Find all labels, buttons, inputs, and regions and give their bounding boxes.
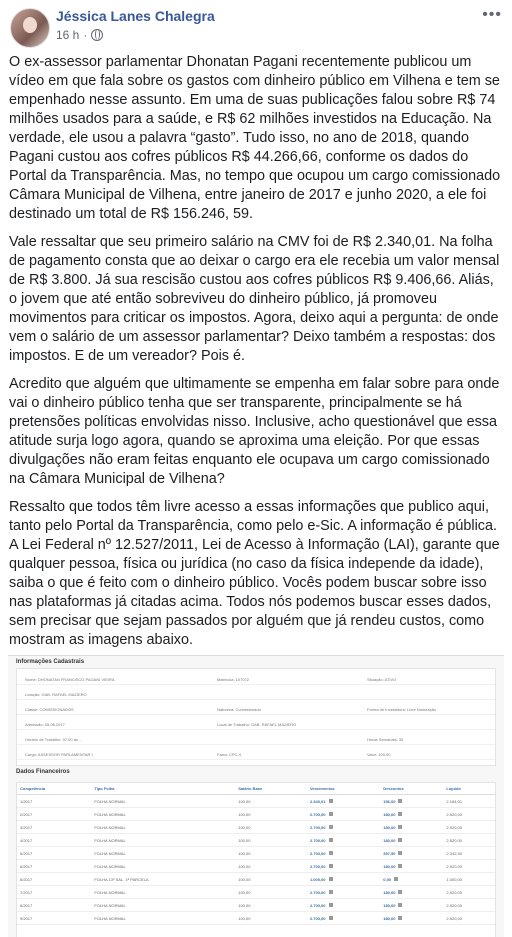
table-cell: 2.700,00 [307,847,380,860]
table-row [17,886,495,899]
detail-icon[interactable] [398,890,402,894]
table-row [17,795,495,808]
table-cell: 2.700,00 [307,808,380,821]
table-row [17,912,495,925]
table-cell: FOLHA NORMAL [91,899,235,912]
table-cell: FOLHA NORMAL [91,808,235,821]
table-cell: 2.184,01 [443,795,495,808]
table-cell: 100,00 [235,873,307,886]
detail-icon[interactable] [398,864,402,868]
table-cell: 2.700,00 [307,912,380,925]
author-name[interactable]: Jéssica Lanes Chalegra [56,8,215,24]
cad-row [17,675,495,685]
cad-field: Horário de Trabalho: 07:00 às ... [25,737,83,742]
table-cell: 1.000,00 [307,873,380,886]
table-cell: 2.700,00 [307,834,380,847]
detail-icon[interactable] [329,864,333,868]
cad-row [17,690,495,700]
table-cell: 4/2017 [17,834,91,847]
table-cell: 2.520,00 [443,912,495,925]
table-cell: FOLHA NORMAL [91,912,235,925]
attached-image[interactable] [8,655,504,937]
table-cell: 100,00 [235,886,307,899]
cad-field: Faixa: CPC-4 [217,752,242,757]
table-cell: 8/2017 [17,899,91,912]
table-cell: 180,00 [380,886,443,899]
table-cell: FOLHA NORMAL [91,834,235,847]
detail-icon[interactable] [329,838,333,842]
table-cell: FOLHA NORMAL [91,860,235,873]
detail-icon[interactable] [398,838,402,842]
detail-icon[interactable] [329,812,333,816]
cad-row [17,735,495,745]
table-row [17,860,495,873]
fin-header: Vencimentos [307,783,380,795]
cad-field: Local de Trabalho: GAB. RAFAEL MAZIERO [217,722,297,727]
paragraph: Acredito que alguém que ultimamente se empenha em falar sobre para onde vai o dinheiro público tenha que ser transparente, principalmente se há pretensões políticas envolvidas nisso. Inclusive, acho questionável que essa atitude surja logo agora, quando se aproxima uma eleição. Por que essas divulgações não eram feitas enquanto ele ocupava um cargo comissionado na Câmara Municipal de Vilhena? [9,376,500,487]
detail-icon[interactable] [329,903,333,907]
fin-header: Descontos [380,783,443,795]
fin-header: Salário Base [235,783,307,795]
cad-panel [16,668,496,766]
table-row [17,821,495,834]
table-row [17,808,495,821]
detail-icon[interactable] [398,916,402,920]
table-cell: 357,50 [380,847,443,860]
table-row [17,834,495,847]
detail-icon[interactable] [329,851,333,855]
fin-title: Dados Financeiros [16,769,70,775]
table-row [17,873,495,886]
cad-field: Nome: DHONATAN FRANCISCO PAGANI VIEIRA [25,677,115,682]
table-cell: FOLHA NORMAL [91,886,235,899]
table-cell: 2/2017 [17,808,91,821]
cad-field: Natureza: Comissionado [217,707,261,712]
cad-field: Forma de Investidura: Livre Nomeação [367,707,437,712]
table-cell: 180,00 [380,860,443,873]
table-cell: 156,00 [380,795,443,808]
post-meta: 16 h · [56,28,103,42]
cad-field: Horas Semanais: 30 [367,737,404,742]
post-header [0,0,512,52]
detail-icon[interactable] [329,890,333,894]
cad-row [17,750,495,760]
table-cell: 6/2017 [17,860,91,873]
cad-field: Matrícula: 107072 [217,677,250,682]
table-cell: 1.000,00 [443,873,495,886]
paragraph: Ressalto que todos têm livre acesso a essas informações que publico aqui, tanto pelo Portal da Transparência, como pelo e-Sic. A informação é pública. A Lei Federal nº 12.527/2011, Lei de Acesso à Informação (LAI), garante que qualquer pessoa, física ou jurídica (no caso da física independe da idade), saiba o que é feito com o dinheiro público. Vocês podem buscar sobre isso nas plataformas já citadas acima. Todos nós podemos buscar esses dados, sem precisar que sejam passados por alguém que já rendeu custos, como mostram as imagens abaixo. [9,499,500,648]
table-cell: 180,00 [380,808,443,821]
cad-field: Valor: 100,00 [367,752,391,757]
paragraph: Vale ressaltar que seu primeiro salário na CMV foi de R$ 2.340,01. Na folha de pagamento consta que ao deixar o cargo era ele recebia um valor mensal de R$ 3.800. Já sua rescisão custou aos cofres públicos R$ 9.406,66. Aliás, o jovem que até então sobreviveu do dinheiro público, já promoveu movimentos para criticar os impostos. Agora, deixo aqui a pergunta: de onde vem o salário de um assessor parlamentar? Deixo também a respostas: dos impostos. E de um vereador? Pois é. [9,234,500,364]
table-cell: 100,00 [235,912,307,925]
table-row [17,847,495,860]
table-cell: 100,00 [235,860,307,873]
fin-header: Tipo Folha [91,783,235,795]
cad-field: Admissão: 05.06.2017 [25,722,65,727]
table-cell: 6/2017 [17,873,91,886]
more-options-icon[interactable]: ••• [482,6,502,23]
post-time[interactable]: 16 h [56,28,80,42]
detail-icon[interactable] [329,877,333,881]
table-cell: 2.340,01 [307,795,380,808]
detail-icon[interactable] [329,825,333,829]
table-cell: 2.520,00 [443,899,495,912]
detail-icon[interactable] [329,799,333,803]
table-cell: 100,00 [235,847,307,860]
detail-icon[interactable] [398,799,402,803]
post-text [9,53,503,659]
table-cell: 2.520,00 [443,808,495,821]
detail-icon[interactable] [398,825,402,829]
table-cell: FOLHA 13º SAL. 1ª PARCELA [91,873,235,886]
table-cell: 2.342,50 [443,847,495,860]
cad-title: Informações Cadastrais [16,659,85,665]
table-row [17,899,495,912]
fin-panel [16,782,496,937]
table-cell: 180,00 [380,821,443,834]
table-cell: 7/2017 [17,886,91,899]
fin-header: Líquido [443,783,495,795]
cad-field: Classe: COMISSIONADOS [25,707,74,712]
table-cell: 2.700,00 [307,821,380,834]
table-cell: 180,00 [380,912,443,925]
table-cell: 9/2017 [17,912,91,925]
detail-icon[interactable] [398,851,402,855]
table-cell: 2.700,00 [307,886,380,899]
detail-icon[interactable] [398,812,402,816]
table-cell: 100,00 [235,899,307,912]
cad-row [17,720,495,730]
table-cell: 5/2017 [17,847,91,860]
table-cell: 2.520,00 [443,860,495,873]
table-cell: 100,00 [235,795,307,808]
table-cell: FOLHA NORMAL [91,821,235,834]
avatar[interactable] [10,8,50,48]
table-cell: 0,00 [380,873,443,886]
table-cell: 100,00 [235,821,307,834]
table-cell: 180,00 [380,899,443,912]
cad-field: Situação: ATIVO [367,677,397,682]
detail-icon[interactable] [329,916,333,920]
cad-field: Lotação: GAB. RAFAEL MAZIERO [25,692,87,697]
table-cell: 2.520,00 [443,821,495,834]
table-cell: 2.700,00 [307,860,380,873]
table-cell: 2.700,00 [307,899,380,912]
detail-icon[interactable] [394,877,398,881]
cad-row [17,705,495,715]
cad-field: Cargo: ASSESSOR PARLAMENTAR I [25,752,93,757]
table-cell: 100,00 [235,808,307,821]
table-cell: 3/2017 [17,821,91,834]
paragraph: O ex-assessor parlamentar Dhonatan Pagani recentemente publicou um vídeo em que fala sobre os gastos com dinheiro público em Vilhena e tem se empenhado nesse assunto. Em uma de suas publicações falou sobre R$ 74 milhões usados para a saúde, e R$ 62 milhões investidos na Educação. Na verdade, ele usou a palavra “gasto”. Tudo isso, no ano de 2018, quando Pagani custou aos cofres públicos R$ 44.266,66, conforme os dados do Portal da Transparência. Mas, no tempo que ocupou um cargo comissionado Câmara Municipal de Vilhena, entre janeiro de 2017 e junho 2020, a ele foi destinado um total de R$ 156.246, 59. [9,54,501,222]
table-cell: FOLHA NORMAL [91,847,235,860]
detail-icon[interactable] [398,903,402,907]
table-cell: 2.520,00 [443,886,495,899]
table-cell: 1/2017 [17,795,91,808]
table-cell: 100,00 [235,834,307,847]
table-cell: 180,00 [380,834,443,847]
table-cell: 2.520,00 [443,834,495,847]
fin-header: Competência [17,783,91,795]
globe-icon[interactable] [91,29,103,41]
table-cell: FOLHA NORMAL [91,795,235,808]
